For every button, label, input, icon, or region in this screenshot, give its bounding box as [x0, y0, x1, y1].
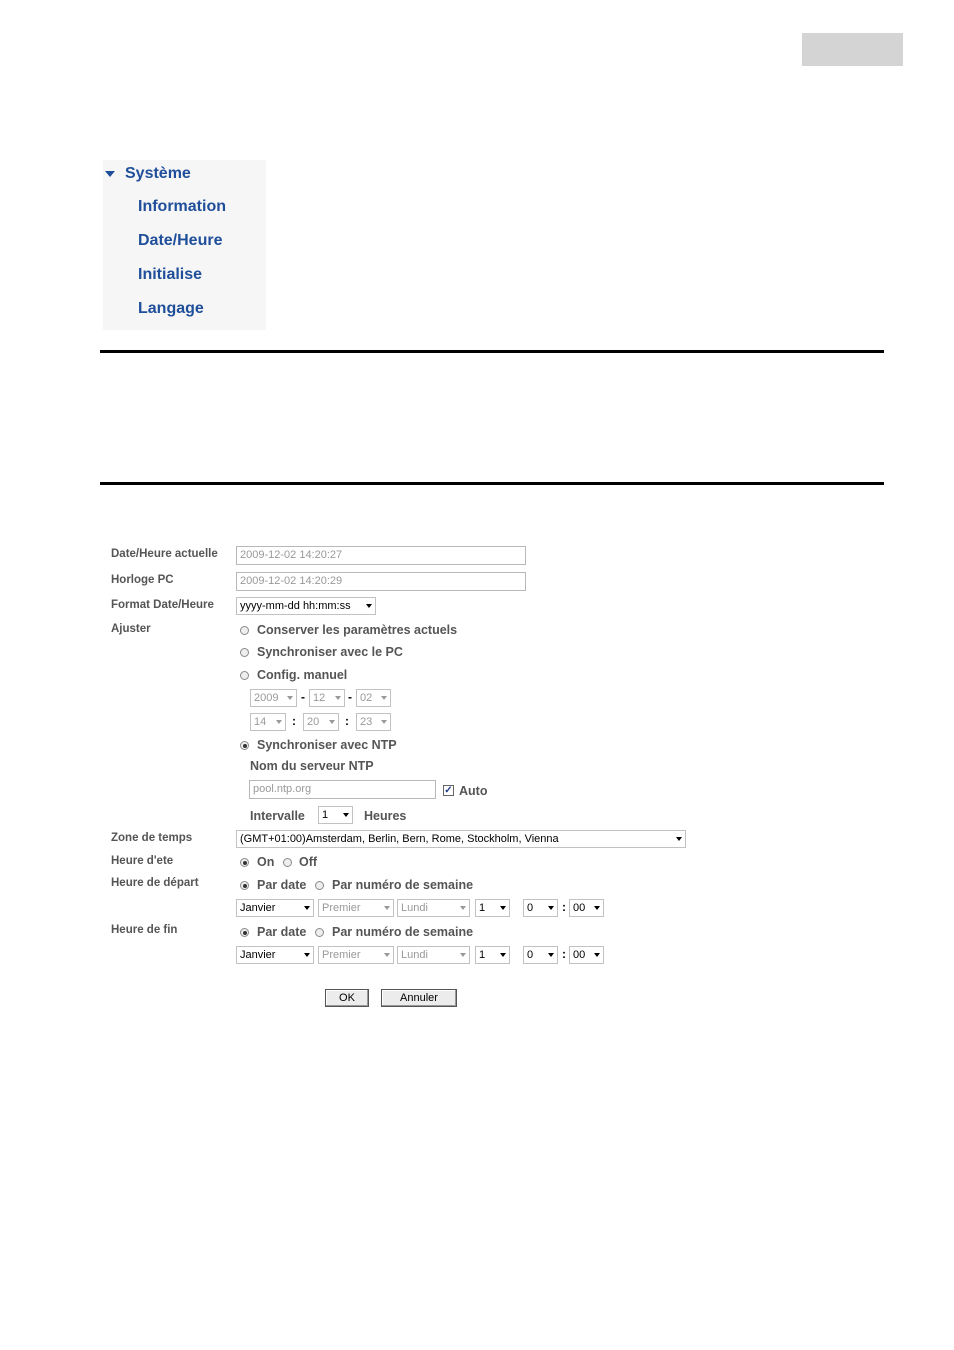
dst-off-radio[interactable] [283, 858, 292, 867]
time-separator: : [562, 900, 566, 914]
manual-minute-select[interactable] [303, 713, 339, 731]
interval-label: Intervalle [250, 809, 305, 823]
menu-item-langage[interactable]: Langage [138, 300, 204, 317]
time-separator: : [562, 947, 566, 961]
chevron-down-icon [304, 953, 310, 957]
dst-off-label: Off [299, 855, 318, 869]
chevron-down-icon [500, 953, 506, 957]
current-datetime-field[interactable]: 2009-12-02 14:20:27 [236, 546, 526, 565]
page-corner-tab [802, 33, 903, 66]
timezone-value: (GMT+01:00)Amsterdam, Berlin, Bern, Rome, Stockholm, Vienna [240, 833, 559, 845]
timezone-label: Zone de temps [111, 832, 193, 844]
manual-second-select[interactable] [356, 713, 391, 731]
manual-month-value: 12 [313, 692, 326, 704]
start-minute-select[interactable] [569, 899, 604, 917]
start-by-week-radio[interactable] [315, 881, 324, 890]
chevron-down-icon [381, 696, 387, 700]
end-minute-select[interactable] [569, 946, 604, 964]
chevron-down-icon [287, 696, 293, 700]
manual-day-select[interactable] [356, 689, 391, 707]
start-minute-value: 00 [573, 902, 586, 914]
end-by-date-label: Par date [257, 925, 307, 939]
start-by-date-label: Par date [257, 878, 307, 892]
manual-month-select[interactable] [309, 689, 345, 707]
start-weekday-select[interactable] [397, 899, 470, 917]
end-hour-value: 0 [527, 949, 534, 961]
start-time-label: Heure de départ [111, 877, 199, 889]
chevron-down-icon [384, 953, 390, 957]
end-hour-select[interactable] [523, 946, 558, 964]
end-month-select[interactable] [236, 946, 314, 964]
keep-settings-radio[interactable] [240, 626, 249, 635]
menu-section-label: Système [125, 165, 191, 182]
manual-config-radio[interactable] [240, 671, 249, 680]
chevron-down-icon [384, 906, 390, 910]
menu-item-information[interactable]: Information [138, 198, 226, 215]
menu-section-systeme[interactable] [105, 164, 191, 184]
end-month-value: Janvier [240, 949, 276, 961]
end-weekday-select[interactable] [397, 946, 470, 964]
chevron-down-icon [460, 906, 466, 910]
manual-day-value: 02 [360, 692, 373, 704]
interval-select[interactable] [318, 806, 353, 824]
end-day-value: 1 [479, 949, 486, 961]
end-week-select[interactable] [318, 946, 394, 964]
manual-hour-value: 14 [254, 716, 267, 728]
pc-clock-label: Horloge PC [111, 574, 174, 586]
chevron-down-icon [276, 720, 282, 724]
start-day-value: 1 [479, 902, 486, 914]
end-time-label: Heure de fin [111, 924, 178, 936]
dst-on-radio[interactable] [240, 858, 249, 867]
menu-item-initialise[interactable]: Initialise [138, 266, 203, 283]
auto-label: Auto [459, 784, 488, 798]
start-hour-select[interactable] [523, 899, 558, 917]
format-select[interactable] [236, 597, 376, 615]
chevron-down-icon [335, 696, 341, 700]
end-by-date-radio[interactable] [240, 928, 249, 937]
start-week-select[interactable] [318, 899, 394, 917]
manual-year-select[interactable] [250, 689, 297, 707]
start-hour-value: 0 [527, 902, 534, 914]
sync-pc-radio[interactable] [240, 648, 249, 657]
sync-ntp-radio[interactable] [240, 741, 249, 750]
start-by-date-radio[interactable] [240, 881, 249, 890]
chevron-down-icon [594, 953, 600, 957]
auto-checkbox[interactable]: ✓ [444, 785, 453, 796]
start-day-select[interactable] [475, 899, 510, 917]
menu-item-date-heure[interactable]: Date/Heure [138, 232, 223, 249]
end-by-week-radio[interactable] [315, 928, 324, 937]
end-day-select[interactable] [475, 946, 510, 964]
format-value: yyyy-mm-dd hh:mm:ss [240, 600, 351, 612]
cancel-button[interactable]: Annuler [381, 989, 457, 1007]
sync-ntp-label: Synchroniser avec NTP [257, 738, 397, 752]
chevron-down-icon [366, 604, 372, 608]
pc-clock-field[interactable]: 2009-12-02 14:20:29 [236, 572, 526, 591]
start-weekday-value: Lundi [401, 902, 428, 914]
time-separator: : [292, 714, 296, 728]
start-month-select[interactable] [236, 899, 314, 917]
timezone-select[interactable] [236, 830, 686, 848]
start-by-week-label: Par numéro de semaine [332, 878, 474, 892]
end-minute-value: 00 [573, 949, 586, 961]
expand-triangle-icon [105, 171, 115, 177]
adjust-label: Ajuster [111, 623, 151, 635]
format-label: Format Date/Heure [111, 599, 214, 611]
ntp-server-field[interactable]: pool.ntp.org [249, 780, 436, 799]
ntp-server-label: Nom du serveur NTP [250, 759, 374, 773]
sync-pc-label: Synchroniser avec le PC [257, 645, 403, 659]
end-weekday-value: Lundi [401, 949, 428, 961]
interval-value: 1 [322, 809, 329, 821]
manual-hour-select[interactable] [250, 713, 286, 731]
manual-minute-value: 20 [307, 716, 320, 728]
chevron-down-icon [329, 720, 335, 724]
date-separator: - [301, 690, 305, 704]
manual-config-label: Config. manuel [257, 668, 348, 682]
dst-on-label: On [257, 855, 275, 869]
manual-year-value: 2009 [254, 692, 279, 704]
chevron-down-icon [548, 953, 554, 957]
start-month-value: Janvier [240, 902, 276, 914]
end-week-value: Premier [322, 949, 361, 961]
dst-label: Heure d'ete [111, 855, 174, 867]
date-separator: - [348, 690, 352, 704]
chevron-down-icon [304, 906, 310, 910]
interval-unit: Heures [364, 809, 407, 823]
chevron-down-icon [676, 837, 682, 841]
ok-button[interactable]: OK [325, 989, 369, 1007]
chevron-down-icon [460, 953, 466, 957]
chevron-down-icon [500, 906, 506, 910]
keep-settings-label: Conserver les paramètres actuels [257, 623, 458, 637]
chevron-down-icon [548, 906, 554, 910]
divider-top [100, 350, 884, 353]
manual-second-value: 23 [360, 716, 373, 728]
start-week-value: Premier [322, 902, 361, 914]
chevron-down-icon [343, 813, 349, 817]
chevron-down-icon [594, 906, 600, 910]
chevron-down-icon [381, 720, 387, 724]
current-datetime-label: Date/Heure actuelle [111, 548, 218, 560]
time-separator: : [345, 714, 349, 728]
divider-bottom [100, 482, 884, 485]
end-by-week-label: Par numéro de semaine [332, 925, 474, 939]
